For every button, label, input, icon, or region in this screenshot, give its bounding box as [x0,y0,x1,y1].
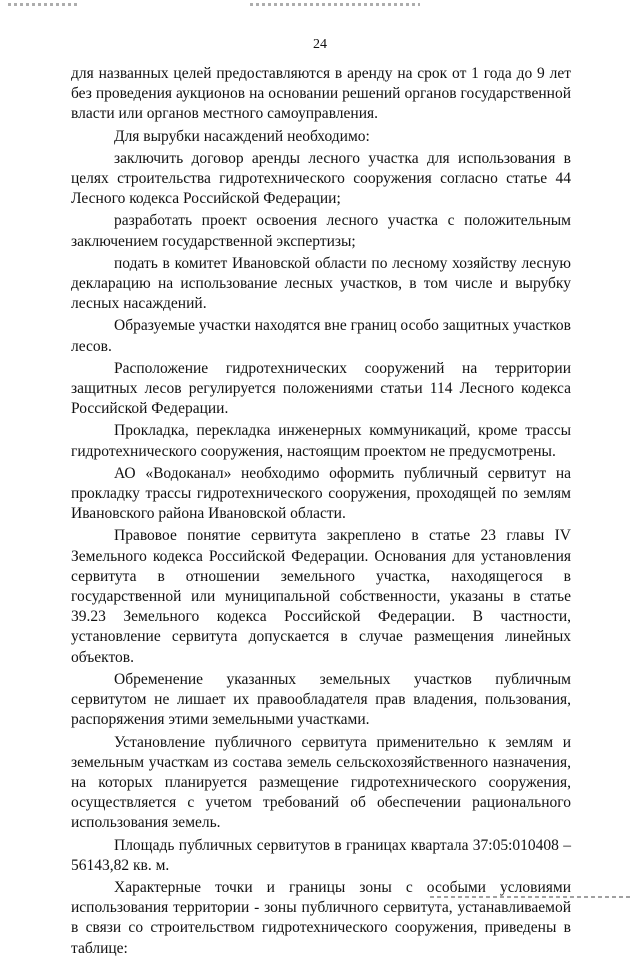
paragraph-servitude-legal: Правовое понятие сервитута закреплено в статье 23 главы IV Земельного кодекса Российской Федерации. Основания для установления сервитута в отношении земельного участка, находящегося в государственной или муниципальной собственности, указаны в статье 39.23 Земельного кодекса Российской Федерации. В частности, установление сервитута допускается в случае размещения линейных объектов. [71,527,571,666]
paragraph-continuation: для названных целей предоставляются в аренду на срок от 1 года до 9 лет без проведения аукционов на основании решений органов государственной власти или органов местного самоуправления. [71,65,571,123]
paragraph-declaration: подать в комитет Ивановской области по лесному хозяйству лесную декларацию на использование лесных участков, в том числе и вырубку лесных насаждений. [71,254,571,313]
paragraph-area: Площадь публичных сервитутов в границах квартала 37:05:010408 – 56143,82 кв. м. [71,836,571,874]
paragraph-vodokanal: АО «Водоканал» необходимо оформить публичный сервитут на прокладку трассы гидротехнического сооружения, проходящей по землям Ивановского района Ивановской области. [71,464,571,523]
paragraph-encumbrance: Обременение указанных земельных участков публичным сервитутом не лишает их правообладателя прав владения, пользования, распоряжения этими земельными участками. [71,670,571,729]
document-body [71,64,571,959]
paragraph-forest-project: разработать проект освоения лесного участка с положительным заключением государственной экспертизы; [71,212,571,250]
scan-artifact-top-center [250,3,420,6]
paragraph-lease-agreement: заключить договор аренды лесного участка для использования в целях строительства гидротехнического сооружения согласно статье 44 Лесного кодекса Российской Федерации; [71,149,571,208]
paragraph-utilities: Прокладка, перекладка инженерных коммуникаций, кроме трассы гидротехнического сооружения, настоящим проектом не предусмотрены. [71,422,571,460]
paragraph-hydro-placement: Расположение гидротехнических сооружений на территории защитных лесов регулируется положениями статьи 114 Лесного кодекса Российской Федерации. [71,359,571,418]
scan-artifact-bottom-right [430,896,630,898]
paragraph-agricultural: Установление публичного сервитута применительно к землям и земельным участкам из состава земель сельскохозяйственного назначения, на которых планируется размещение гидротехнического сооружения, осуществляется с учетом требований об обеспечении рационального использования земель. [71,733,571,832]
paragraph-protected-areas: Образуемые участки находятся вне границ особо защитных участков лесов. [71,317,571,355]
page-number: 24 [313,37,327,52]
scan-artifact-top-left [8,3,78,6]
paragraph-felling-intro: Для вырубки насаждений необходимо: [114,127,370,145]
paragraph-table-intro: Характерные точки и границы зоны с особыми условиями использования территории - зоны публичного сервитута, устанавливаемой в связи со строительством гидротехнического сооружения, приведены в таблице: [71,878,571,957]
